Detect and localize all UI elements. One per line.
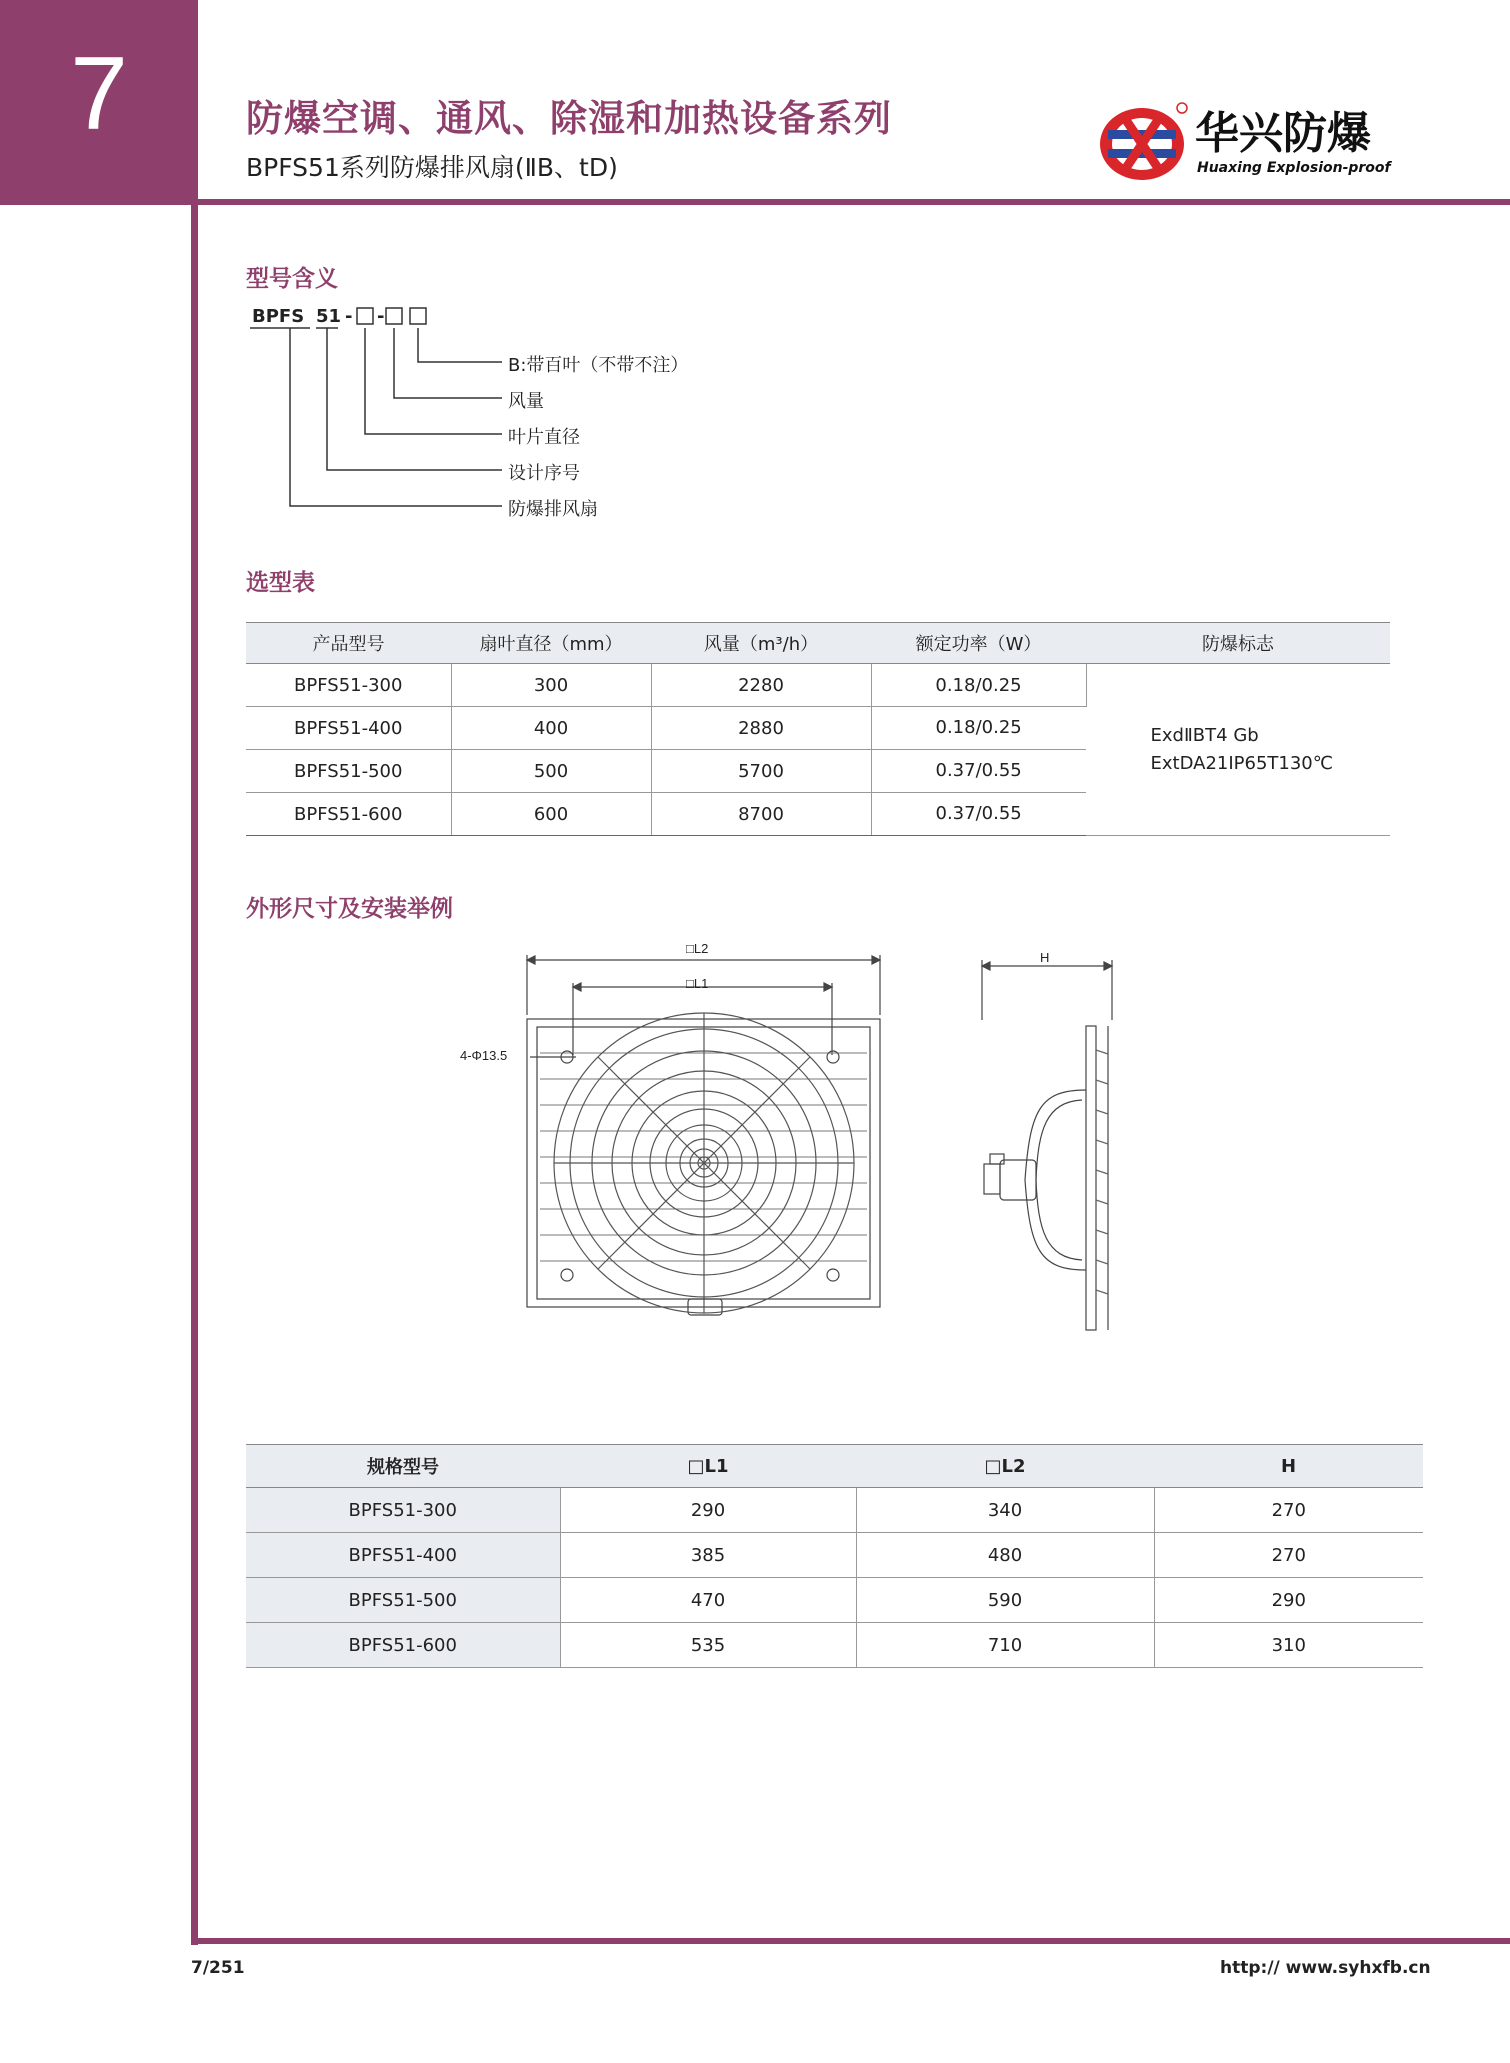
table-header-cell: H: [1154, 1445, 1423, 1488]
table-cell: 270: [1154, 1488, 1423, 1533]
left-rule: [191, 205, 198, 1945]
table-cell: 310: [1154, 1623, 1423, 1668]
table-header-row: [246, 623, 1390, 664]
section-title-model-meaning: 型号含义: [246, 266, 338, 292]
table-header-cell: 风量（m³/h）: [651, 623, 871, 664]
dimension-label-holes: 4-Φ13.5: [460, 1048, 508, 1063]
section-title-dimensions: 外形尺寸及安装举例: [246, 896, 453, 922]
legend-item: 设计序号: [508, 463, 580, 484]
table-cell: 340: [856, 1488, 1154, 1533]
table-cell: 300: [451, 664, 651, 707]
selection-table: [246, 622, 1390, 836]
website-url[interactable]: http:// www.syhxfb.cn: [1220, 1958, 1431, 1978]
table-cell: 500: [451, 750, 651, 793]
explosion-marking: ExdⅡBT4 Gb: [1150, 724, 1259, 746]
huaxing-logo-icon: [1098, 100, 1190, 184]
page-number: 7/251: [191, 1958, 245, 1978]
table-cell: 270: [1154, 1533, 1423, 1578]
table-header-cell: □L2: [856, 1445, 1154, 1488]
table-header-cell: 防爆标志: [1086, 623, 1390, 664]
footer-rule: [191, 1938, 1510, 1944]
explosion-marking-cell: [1086, 664, 1390, 836]
table-cell: 2880: [651, 707, 871, 750]
table-cell: BPFS51-600: [246, 1623, 560, 1668]
legend-item: 防爆排风扇: [508, 499, 598, 520]
header-rule: [198, 199, 1510, 205]
dimension-label-l1: □L1: [686, 976, 709, 991]
table-cell: 290: [560, 1488, 856, 1533]
model-code-prefix: BPFS: [252, 306, 305, 327]
logo-chinese-name: 华兴防爆: [1195, 108, 1371, 159]
table-cell: BPFS51-400: [246, 1533, 560, 1578]
table-cell: 385: [560, 1533, 856, 1578]
table-cell: 400: [451, 707, 651, 750]
table-cell: 480: [856, 1533, 1154, 1578]
table-header-cell: 产品型号: [246, 623, 451, 664]
legend-item: 叶片直径: [508, 427, 580, 448]
model-code-dash: -: [377, 306, 385, 327]
table-row: [246, 1578, 1423, 1623]
legend-item: 风量: [508, 391, 544, 412]
table-cell: 710: [856, 1623, 1154, 1668]
table-cell: 2280: [651, 664, 871, 707]
table-cell: 0.18/0.25: [871, 664, 1086, 707]
fan-side-view-drawing: [970, 950, 1130, 1390]
table-cell: 0.37/0.55: [871, 793, 1086, 836]
table-cell: BPFS51-600: [246, 793, 451, 836]
table-cell: 470: [560, 1578, 856, 1623]
table-row: [246, 1623, 1423, 1668]
table-row: [246, 1533, 1423, 1578]
table-header-cell: 扇叶直径（mm）: [451, 623, 651, 664]
chapter-number: 7: [70, 36, 128, 152]
table-cell: 0.37/0.55: [871, 750, 1086, 793]
table-cell: BPFS51-300: [246, 1488, 560, 1533]
table-cell: BPFS51-300: [246, 664, 451, 707]
table-cell: BPFS51-500: [246, 1578, 560, 1623]
fan-front-view-drawing: [440, 935, 900, 1385]
model-code-dash: -: [345, 306, 353, 327]
table-header-cell: 额定功率（W）: [871, 623, 1086, 664]
legend-item: B:带百叶（不带不注）: [508, 355, 689, 376]
explosion-marking: ExtDA21IP65T130℃: [1150, 752, 1333, 774]
section-title-selection: 选型表: [246, 570, 315, 596]
table-row: [246, 1488, 1423, 1533]
table-cell: 535: [560, 1623, 856, 1668]
table-cell: 590: [856, 1578, 1154, 1623]
table-header-cell: 规格型号: [246, 1445, 560, 1488]
table-cell: BPFS51-400: [246, 707, 451, 750]
table-cell: 290: [1154, 1578, 1423, 1623]
table-cell: 600: [451, 793, 651, 836]
table-header-row: [246, 1445, 1423, 1488]
table-row: [246, 664, 1390, 707]
model-code-diagram: [240, 300, 530, 520]
table-cell: BPFS51-500: [246, 750, 451, 793]
page-subtitle: BPFS51系列防爆排风扇(ⅡB、tD): [246, 153, 618, 182]
model-code-number: 51: [316, 306, 342, 327]
dimension-label-l2: □L2: [686, 941, 709, 956]
table-cell: 5700: [651, 750, 871, 793]
dimension-label-h: H: [1040, 950, 1050, 965]
table-cell: 8700: [651, 793, 871, 836]
logo-english-name: Huaxing Explosion-proof: [1197, 160, 1391, 176]
page-title: 防爆空调、通风、除湿和加热设备系列: [246, 97, 892, 140]
table-cell: 0.18/0.25: [871, 707, 1086, 750]
dimension-table: [246, 1444, 1423, 1668]
table-header-cell: □L1: [560, 1445, 856, 1488]
